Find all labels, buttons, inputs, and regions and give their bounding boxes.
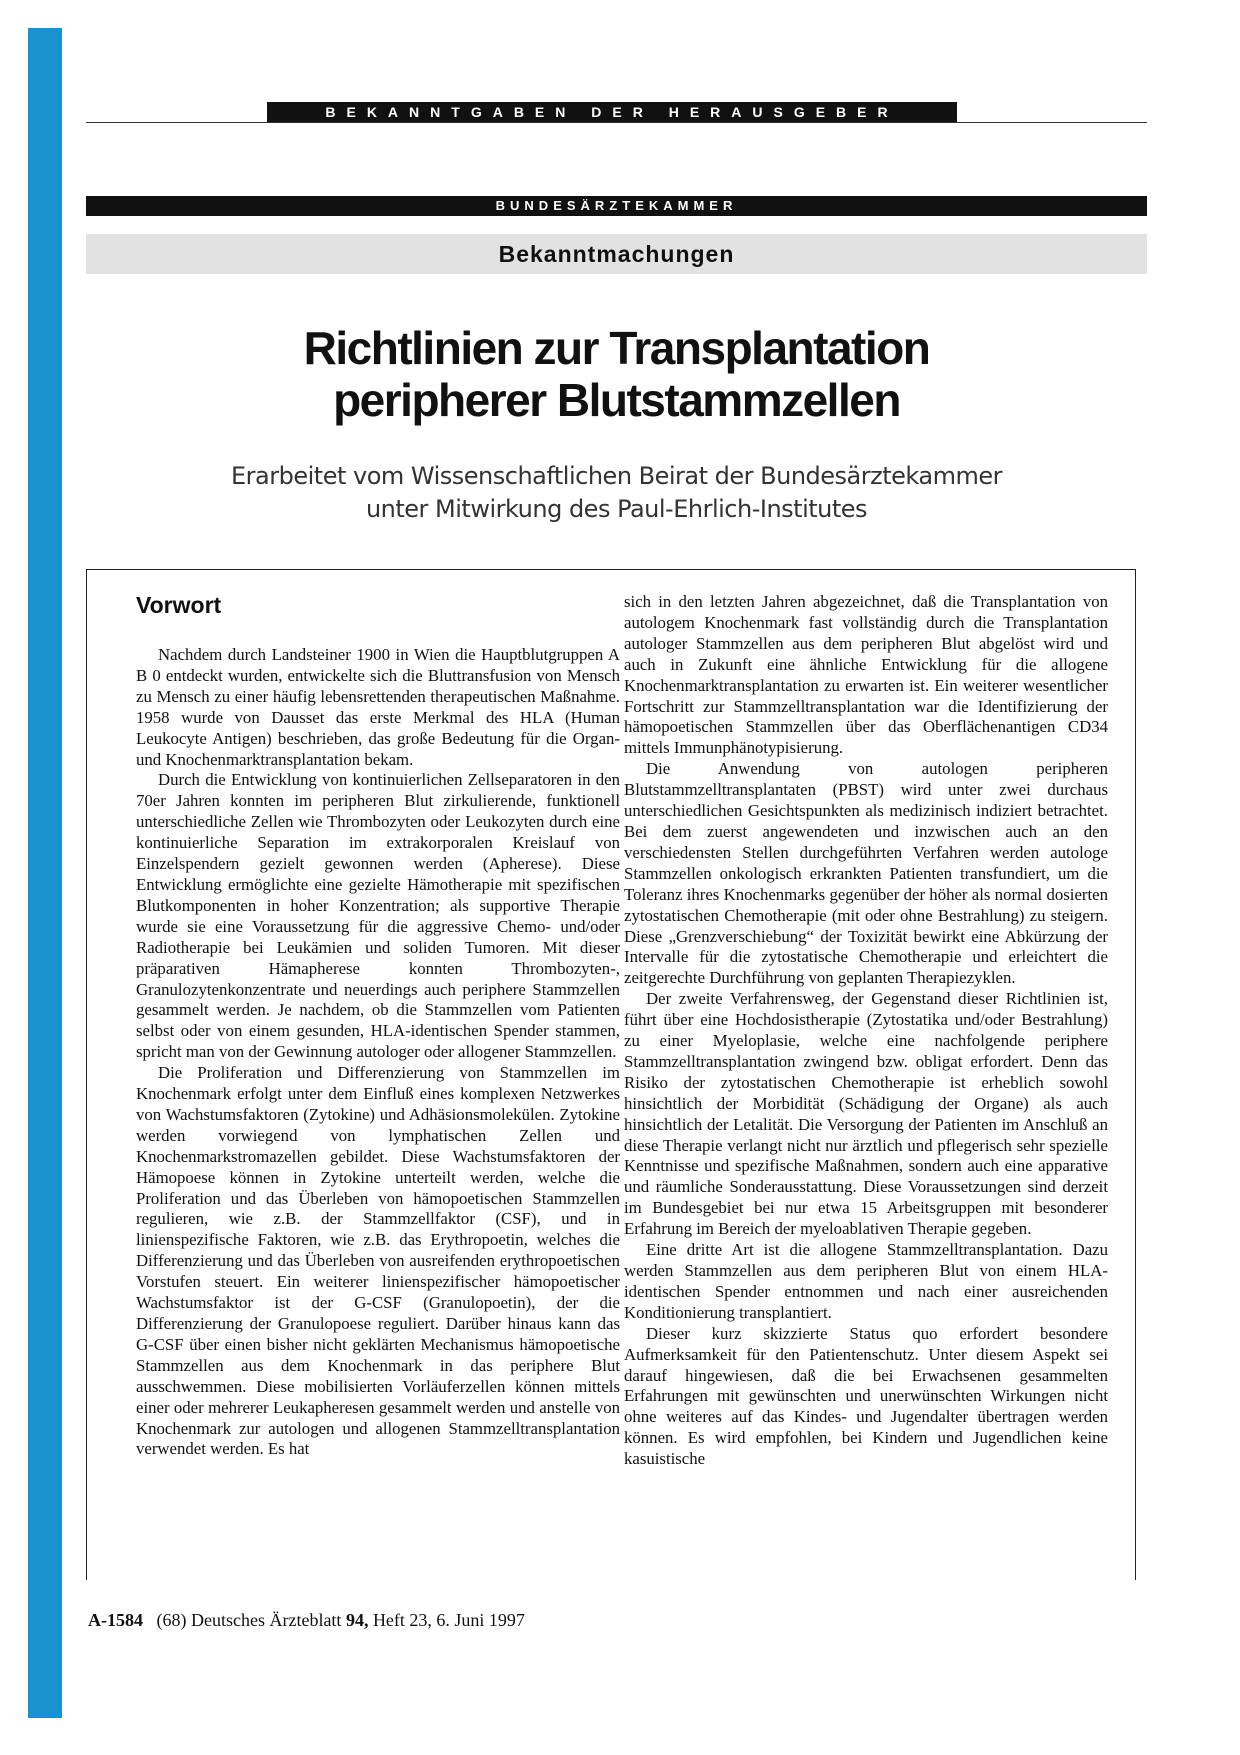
volume-number: 94, [345, 1610, 369, 1630]
page-footer [88, 1609, 525, 1631]
paragraph: Die Anwendung von autologen peripheren Blutstammzelltransplantaten (PBST) wird unter zwei durchaus unterschiedlichen Gesichtspunkten als medizinisch indiziert betrachtet. Bei dem zuerst angewendeten und inzwischen auch an den verschiedensten Stellen durchgeführten Verfahren werden autologe Stammzellen onkologisch erkrankten Patienten transfundiert, um die Toleranz ihres Knochenmarks gegenüber der höher als normal dosierten zytostatischen Chemotherapie (mit oder ohne Bestrahlung) zu steigern. Diese „Grenzverschiebung“ der Toxizität bewirkt eine Abkürzung der Intervalle für die zytostatische Chemotherapie und erleichtert die zeitgerechte Durchführung von geplanten Therapiezyklen. [624, 759, 1108, 988]
category-band [86, 234, 1147, 274]
article-subtitle-line-1: Erarbeitet vom Wissenschaftlichen Beirat der Bundesärztekammer [231, 462, 1002, 490]
page-id: A-1584 [88, 1610, 143, 1630]
institution-band [86, 196, 1147, 216]
series-header-text: BEKANNTGABEN DER HERAUSGEBER [325, 104, 899, 120]
article-column-right [624, 592, 1108, 1577]
blue-side-bar [28, 28, 62, 1718]
article-title-line-1: Richtlinien zur Transplantation [303, 322, 930, 374]
paragraph: Der zweite Verfahrensweg, der Gegenstand dieser Richtlinien ist, führt über eine Hochdosistherapie (Zytostatika und/oder Bestrahlung) zu einer Myeloplasie, welche eine nachfolgende periphere Stammzelltransplantation zwingend bzw. obligat erfordert. Denn das Risiko der zytostatischen Chemotherapie ist erheblich sowohl hinsichtlich der Morbidität (Schädigung der Organe) als auch hinsichtlich der Letalität. Die Versorgung der Patienten im Anschluß an diese Therapie verlangt nicht nur ärztlich und pflegerisch sehr spezielle Kenntnisse und spezifische Maßnahmen, sondern auch eine apparative und räumliche Sonderausstattung. Diese Voraussetzungen sind derzeit im Bundesgebiet bei nur etwa 15 Arbeitsgruppen mit besonderer Erfahrung im Bereich der myeloablativen Therapie gegeben. [624, 989, 1108, 1239]
category-text: Bekanntmachungen [498, 241, 735, 267]
paragraph: Die Proliferation und Differenzierung von Stammzellen im Knochenmark erfolgt unter dem Einfluß eines komplexen Netzwerkes von Wachstumsfaktoren (Zytokine) und Adhäsionsmolekülen. Zytokine werden vorwiegend von lymphatischen Zellen und Knochenmarkstromazellen gebildet. Diese Wachstumsfaktoren der Hämopoese können in Zytokine unterteilt werden, welche die Proliferation und das Überleben von hämopoetischen Stammzellen regulieren, wie z.B. der Stammzellfaktor (CSF), und in linienspezifische Faktoren, wie z.B. das Erythropoetin, welches die Differenzierung und das Überleben von ausreifenden erythropoetischen Vorstufen steuert. Ein weiterer linienspezifischer hämopoetischer Wachstumsfaktor ist der G-CSF (Granulopoetin), der die Differenzierung der Granulopoese reguliert. Darüber hinaus kann das G-CSF über einen bisher nicht geklärten Mechanismus hämopoetische Stammzellen aus dem Knochenmark in das periphere Blut ausschwemmen. Diese mobilisierten Vorläuferzellen können mittels einer oder mehrerer Leukapheresen gesammelt werden und anstelle von Knochenmark zur autologen und allogenen Stammzelltransplantation verwendet werden. Es hat [136, 1063, 620, 1459]
paragraph: Durch die Entwicklung von kontinuierlichen Zellseparatoren in den 70er Jahren konnten im peripheren Blut zirkulierende, funktionell unterschiedliche Zellen wie Thrombozyten oder Leukozyten durch eine kontinuierliche Separation im extrakorporalen Kreislauf von Einzelspendern gezielt gewonnen werden (Apherese). Diese Entwicklung ermöglichte eine gezielte Hämotherapie mit spezifischen Blutkomponenten in hoher Konzentration; als supportive Therapie wurde sie eine Voraussetzung für die aggressive Chemo- und/oder Radiotherapie bei Leukämien und soliden Tumoren. Mit dieser präparativen Hämapherese konnten Thrombozyten-, Granulozytenkonzentrate und neuerdings auch periphere Stammzellen gesammelt werden. Je nachdem, ob die Stammzellen vom Patienten selbst oder von einem gesunden, HLA-identischen Spender stammen, spricht man von der Gewinnung autologer oder allogener Stammzellen. [136, 770, 620, 1062]
series-header-band [267, 102, 957, 122]
paragraph: Dieser kurz skizzierte Status quo erfordert besondere Aufmerksamkeit für den Patientenschutz. Unter diesem Aspekt sei darauf hingewiesen, daß die bei Erwachsenen gesammelten Erfahrungen mit gewünschten und unerwünschten Wirkungen nicht ohne weiteres auf das Kindes- und Jugendalter übertragen werden können. Es wird empfohlen, bei Kindern und Jugendlichen keine kasuistische [624, 1323, 1108, 1469]
article-column-left [136, 592, 620, 1577]
paragraph: sich in den letzten Jahren abgezeichnet, daß die Transplantation von autologem Knochenmark fast vollständig durch die Transplantation autologer Stammzellen aus dem peripheren Blut abgelöst wird und auch in Zukunft eine ähnliche Entwicklung für die allogene Knochenmarktransplantation zu erwarten ist. Ein weiterer wesentlicher Fortschritt zur Stammzelltransplantation war die Identifizierung der hämopoetischen Stammzellen über das Oberflächenantigen CD34 mittels Immunphänotypisierung. [624, 592, 1108, 758]
institution-text: BUNDESÄRZTEKAMMER [495, 198, 738, 213]
header-rule [86, 122, 1147, 123]
article-title-line-2: peripherer Blutstammzellen [333, 374, 900, 426]
journal-name: (68) Deutsches Ärzteblatt [156, 1610, 342, 1630]
article-subtitle-line-2: unter Mitwirkung des Paul-Ehrlich-Institutes [365, 495, 868, 523]
article-subtitle [86, 460, 1147, 526]
paragraph: Nachdem durch Landsteiner 1900 in Wien die Hauptblutgruppen A B 0 entdeckt wurden, entwickelte sich die Bluttransfusion von Mensch zu Mensch zu einer häufig lebensrettenden therapeutischen Maßnahme. 1958 wurde von Dausset das erste Merkmal des HLA (Human Leukocyte Antigen) beschrieben, das große Bedeutung für die Organ- und Knochenmarktransplantation bekam. [136, 645, 620, 769]
article-title [86, 322, 1147, 426]
section-heading-vorwort: Vorwort [136, 592, 222, 618]
issue-date: Heft 23, 6. Juni 1997 [372, 1610, 525, 1630]
paragraph: Eine dritte Art ist die allogene Stammzelltransplantation. Dazu werden Stammzellen aus dem peripheren Blut von einem HLA-identischen Spender entnommen und nach einer ausreichenden Konditionierung transplantiert. [624, 1240, 1108, 1322]
